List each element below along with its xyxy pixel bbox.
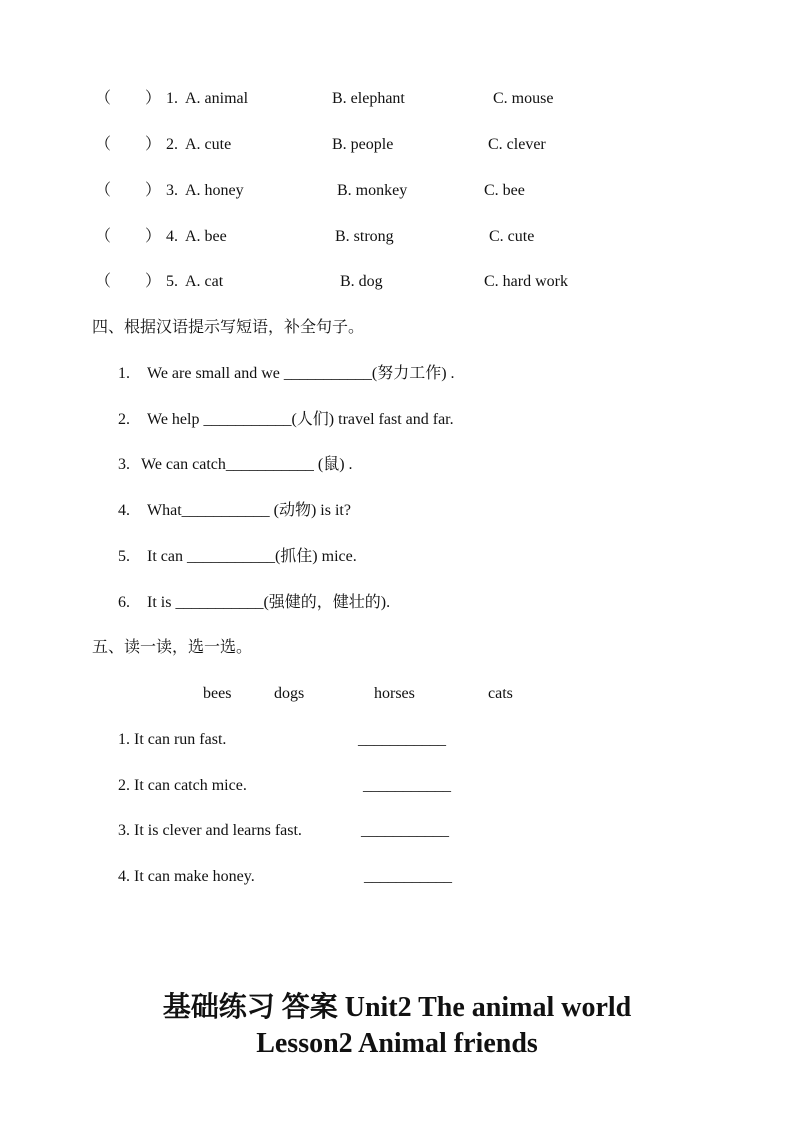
item-text: 2. It can catch mice. <box>118 777 247 794</box>
option-a: A. animal <box>185 90 249 107</box>
option-c: C. cute <box>489 228 535 245</box>
section-heading: 五、读一读，选一选。 <box>92 639 253 656</box>
answer-blank: ___________ <box>363 777 451 794</box>
answer-bracket-left: （ <box>95 90 112 107</box>
item-number: 2. <box>118 411 130 428</box>
answer-bracket-left: （ <box>95 136 112 153</box>
question-number: 2. <box>166 136 178 153</box>
word-bank-item: horses <box>374 685 415 702</box>
option-a: A. bee <box>185 228 227 245</box>
item-text: We help ___________(人们) travel fast and far. <box>147 411 454 428</box>
answer-bracket-right: ） <box>145 182 162 199</box>
option-c: C. clever <box>488 136 546 153</box>
option-b: B. dog <box>340 273 383 290</box>
item-text: 4. It can make honey. <box>118 868 255 885</box>
question-number: 3. <box>166 182 178 199</box>
item-number: 5. <box>118 548 130 565</box>
word-bank-item: cats <box>488 685 513 702</box>
option-b: B. people <box>332 136 394 153</box>
answer-blank: ___________ <box>358 731 446 748</box>
answer-bracket-right: ） <box>145 136 162 153</box>
option-a: A. cute <box>185 136 232 153</box>
item-number: 3. <box>118 456 130 473</box>
item-text: It is ___________(强健的，健壮的). <box>147 594 391 611</box>
option-c: C. mouse <box>493 90 554 107</box>
question-number: 1. <box>166 90 178 107</box>
answer-blank: ___________ <box>361 822 449 839</box>
option-b: B. elephant <box>332 90 405 107</box>
option-a: A. cat <box>185 273 224 290</box>
option-a: A. honey <box>185 182 244 199</box>
answer-bracket-right: ） <box>145 273 162 290</box>
word-bank-item: dogs <box>274 685 305 702</box>
option-c: C. bee <box>484 182 525 199</box>
item-text: What___________ (动物) is it? <box>147 502 351 519</box>
section-heading: 四、根据汉语提示写短语，补全句子。 <box>92 319 365 336</box>
answer-bracket-left: （ <box>95 273 112 290</box>
item-number: 6. <box>118 594 130 611</box>
item-number: 1. <box>118 365 130 382</box>
answer-bracket-right: ） <box>145 90 162 107</box>
answer-blank: ___________ <box>364 868 452 885</box>
answer-bracket-left: （ <box>95 182 112 199</box>
item-text: We can catch___________ (鼠) . <box>141 456 353 473</box>
item-text: 1. It can run fast. <box>118 731 227 748</box>
answer-bracket-left: （ <box>95 228 112 245</box>
option-b: B. monkey <box>337 182 408 199</box>
option-b: B. strong <box>335 228 394 245</box>
answers-subtitle: Lesson2 Animal friends <box>256 1028 538 1059</box>
item-text: 3. It is clever and learns fast. <box>118 822 302 839</box>
item-number: 4. <box>118 502 130 519</box>
question-number: 4. <box>166 228 178 245</box>
question-number: 5. <box>166 273 178 290</box>
answers-title: 基础练习 答案 Unit2 The animal world <box>162 992 632 1023</box>
answer-bracket-right: ） <box>145 228 162 245</box>
option-c: C. hard work <box>484 273 568 290</box>
item-text: It can ___________(抓住) mice. <box>147 548 357 565</box>
item-text: We are small and we ___________(努力工作) . <box>147 365 455 382</box>
word-bank-item: bees <box>203 685 232 702</box>
